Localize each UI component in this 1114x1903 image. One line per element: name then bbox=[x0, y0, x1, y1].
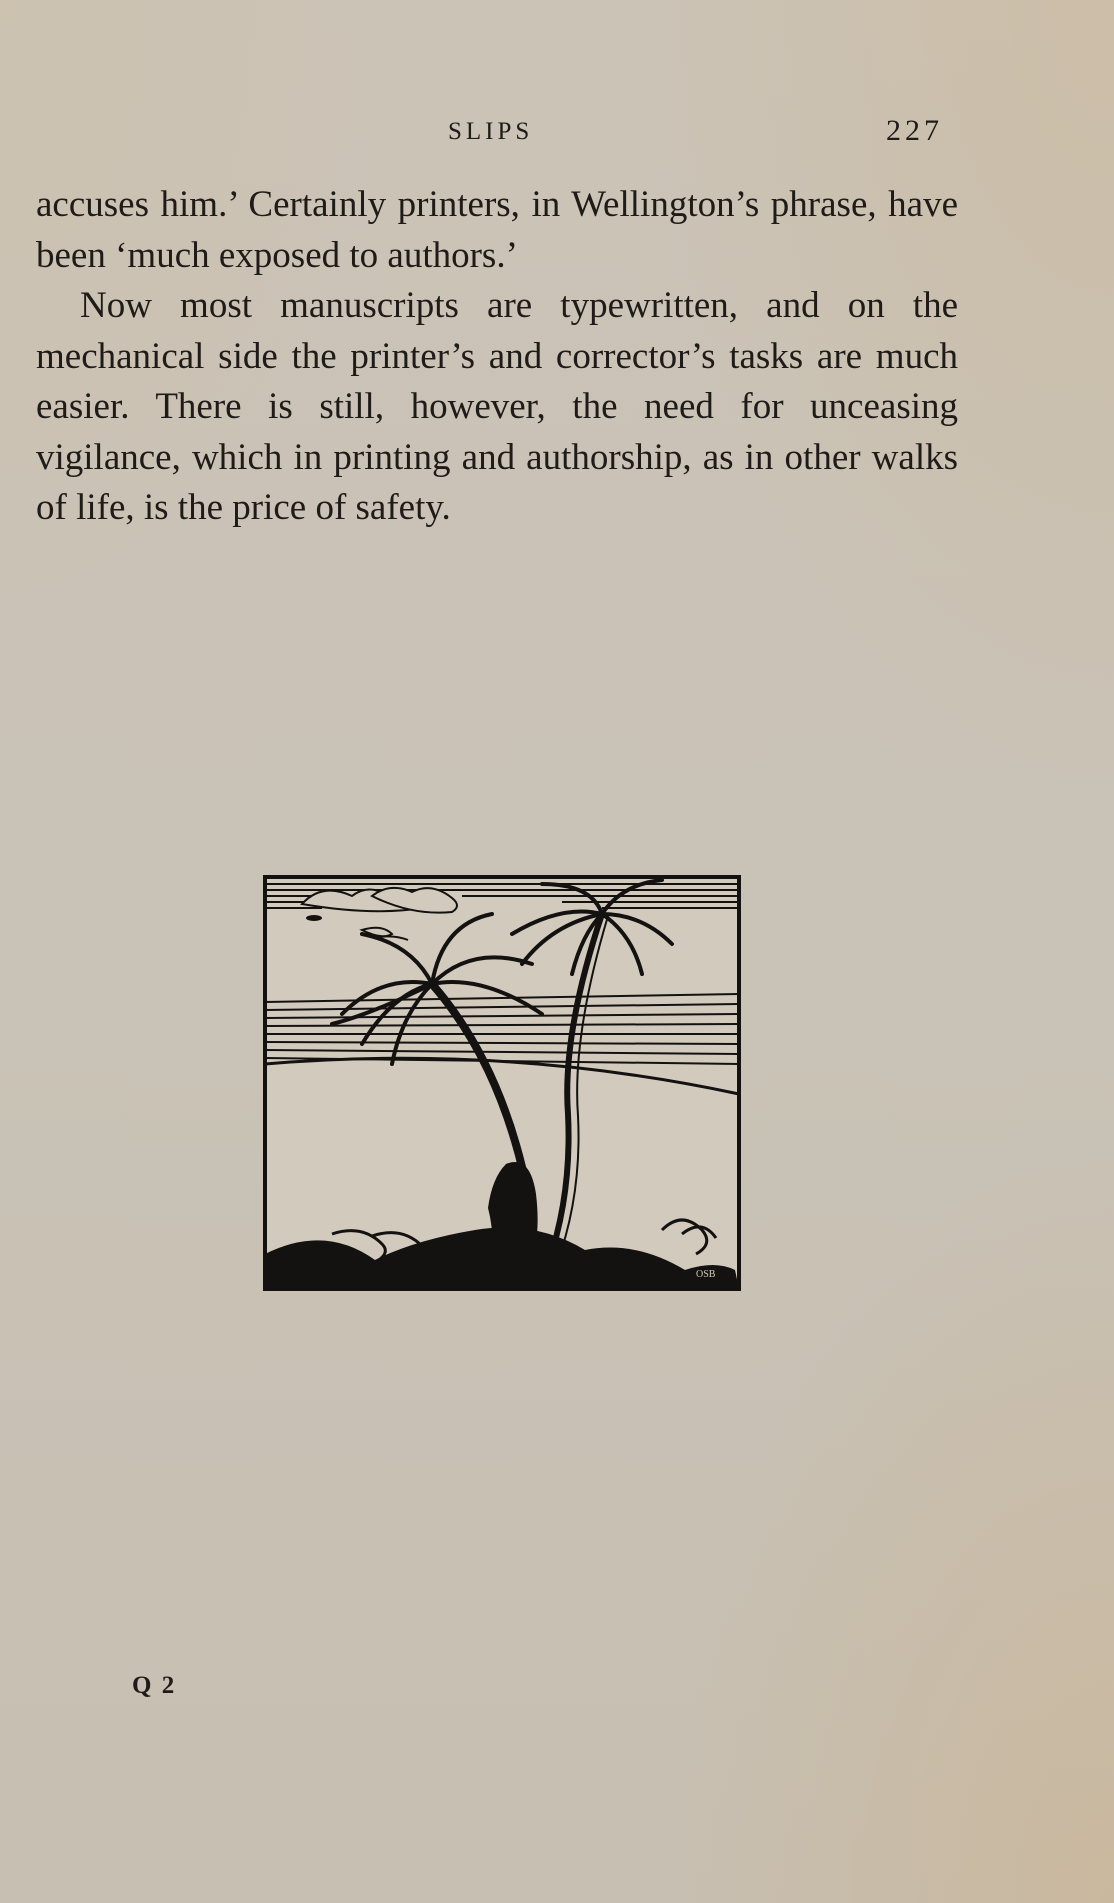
paragraph-continued: accuses him.’ Certainly printers, in Wellington’s phrase, have been ‘much exposed to authors.’ bbox=[36, 184, 958, 276]
artist-monogram: OSB bbox=[696, 1269, 716, 1280]
body-text bbox=[36, 180, 958, 534]
palm-tree-woodcut-illustration bbox=[262, 874, 742, 1292]
signature-mark: Q 2 bbox=[132, 1672, 177, 1699]
paragraph: Now most manuscripts are typewritten, and on the mechanical side the printer’s and corrector’s tasks are much easier. There is still, however, the need for unceasing vigilance, which in printing and authorship, as in other walks of life, is the price of safety. bbox=[36, 285, 958, 528]
running-head: SLIPS bbox=[448, 118, 534, 145]
page-number: 227 bbox=[886, 114, 943, 147]
